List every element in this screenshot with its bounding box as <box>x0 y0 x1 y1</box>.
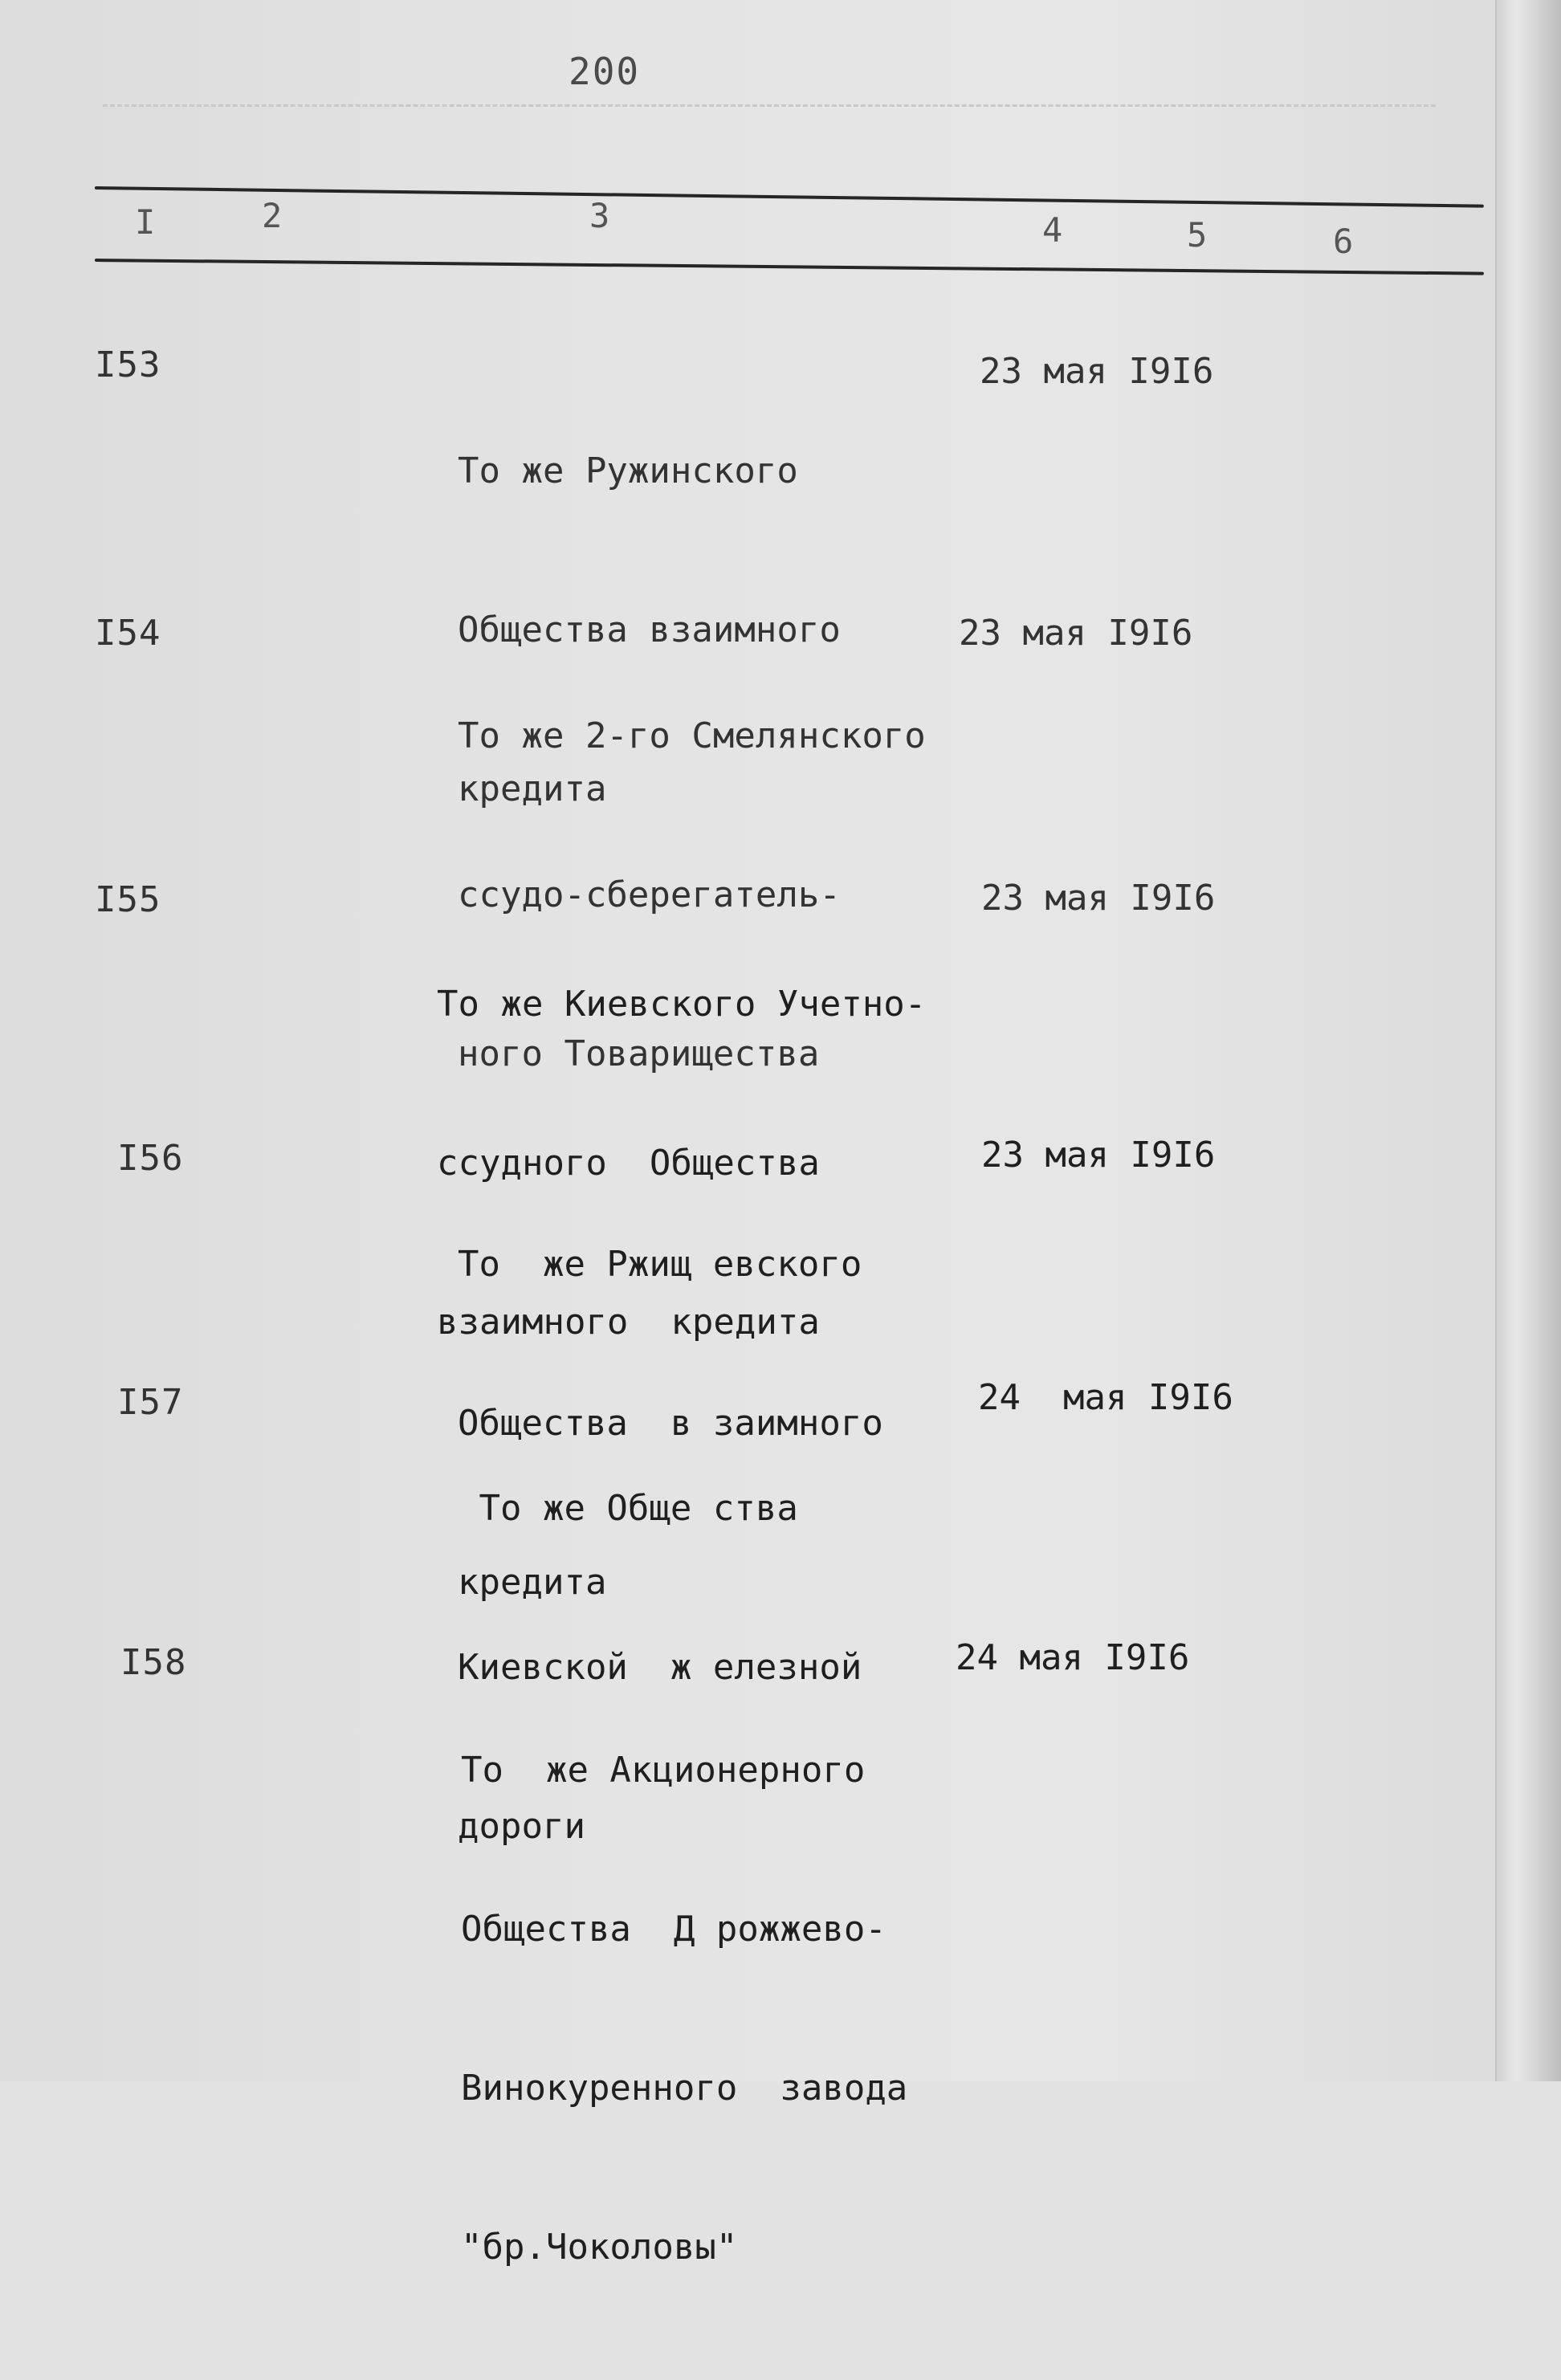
entry-line: Общества взаимного <box>458 609 841 650</box>
entry-date: 23 мая I9I6 <box>980 351 1214 392</box>
entry-line: кредита <box>458 1562 607 1603</box>
column-header-5: 5 <box>1187 215 1208 255</box>
entry-line: То же Ружинского <box>458 450 798 491</box>
entry-date: 23 мая I9I6 <box>981 1135 1216 1176</box>
entry-number: I53 <box>95 344 161 385</box>
column-header-4: 4 <box>1042 210 1063 250</box>
entry-line: Винокуренного завода <box>461 2068 908 2109</box>
entry-date: 23 мая I9I6 <box>959 613 1193 654</box>
column-header-6: 6 <box>1333 222 1354 261</box>
entry-line: Киевской ж елезной <box>458 1647 862 1688</box>
entry-date: 23 мая I9I6 <box>981 878 1216 919</box>
entry-line: Общества в заимного <box>458 1403 883 1444</box>
entry-line: "бр.Чоколовы" <box>461 2227 738 2268</box>
entry-number: I58 <box>120 1642 187 1683</box>
entry-line: ссудного Общества <box>437 1143 820 1184</box>
table-top-rule <box>95 186 1484 208</box>
entry-line: дороги <box>458 1806 585 1847</box>
entry-number: I57 <box>117 1382 184 1423</box>
entry-line: То же Акционерного <box>461 1750 866 1791</box>
column-header-1: I <box>135 202 156 242</box>
entry-number: I54 <box>95 613 161 654</box>
entry-number: I55 <box>95 879 161 920</box>
entry-description <box>461 1638 907 2380</box>
entry-line: То же Ржищ евского <box>458 1244 862 1285</box>
entry-line: взаимного кредита <box>437 1302 820 1343</box>
binding-edge <box>1495 0 1561 2081</box>
entry-line: ссудо-сберегатель- <box>458 874 841 915</box>
entry-line: кредита <box>458 768 607 809</box>
entry-date: 24 мая I9I6 <box>978 1377 1233 1418</box>
dashed-rule <box>103 104 1436 107</box>
entry-line: То же 2-го Смелянского <box>458 715 926 756</box>
entry-date: 24 мая I9I6 <box>956 1637 1190 1678</box>
page-number: 200 <box>569 50 641 93</box>
entry-line: Общества Д рожжево- <box>461 1909 886 1950</box>
table-header-rule <box>95 259 1484 275</box>
entry-number: I56 <box>117 1138 184 1179</box>
entry-line: ного Товарищества <box>458 1033 820 1074</box>
column-header-3: 3 <box>589 196 610 235</box>
column-header-2: 2 <box>262 196 283 235</box>
entry-line: То же Обще ства <box>458 1488 798 1529</box>
entry-line: То же Киевского Учетно- <box>437 984 927 1025</box>
